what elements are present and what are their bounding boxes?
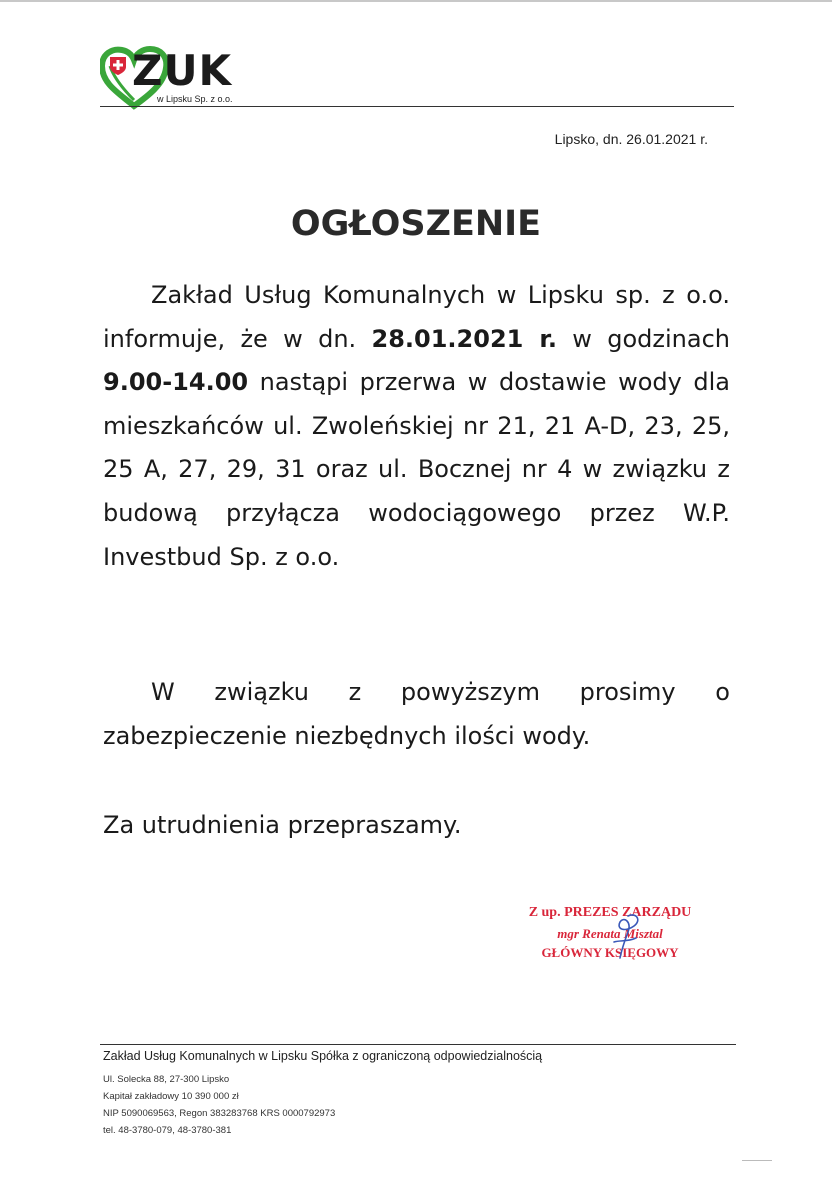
footer-registration-ids: NIP 5090069563, Regon 383283768 KRS 0000792973 bbox=[103, 1108, 336, 1119]
header-divider bbox=[100, 106, 734, 107]
request-paragraph: W związku z powyższym prosimy o zabezpieczenie niezbędnych ilości wody. bbox=[103, 678, 730, 750]
outage-date: 28.01.2021 r. bbox=[371, 324, 557, 353]
footer-company-name: Zakład Usług Komunalnych w Lipsku Spółka z ograniczoną odpowiedzialnością bbox=[103, 1049, 543, 1063]
scan-mark bbox=[742, 1160, 772, 1161]
paragraph-text: w godzinach bbox=[556, 324, 730, 353]
announcement-paragraph bbox=[103, 274, 730, 579]
stamp-line-1: Z up. PREZES ZARZĄDU bbox=[528, 905, 692, 920]
document-title: OGŁOSZENIE bbox=[290, 204, 542, 244]
stamp-line-3: GŁÓWNY KSIĘGOWY bbox=[541, 945, 679, 960]
paragraph-text: nastąpi przerwa w dostawie wody dla mieszkańców ul. Zwoleńskiej nr 21, 21 A-D, 23, 25, 25 A, 27, 29, 31 oraz ul. Bocznej nr 4 w związku z budową przyłącza wodociągowego przez W.P. Investbud Sp. z o.o. bbox=[103, 368, 730, 571]
document-date: Lipsko, dn. 26.01.2021 r. bbox=[554, 131, 708, 147]
company-logo bbox=[100, 44, 260, 110]
cross-badge-icon bbox=[109, 56, 127, 76]
footer-address: Ul. Solecka 88, 27-300 Lipsko bbox=[103, 1074, 230, 1085]
stamp-line-2: mgr Renata Misztal bbox=[557, 926, 663, 941]
handwritten-signature bbox=[606, 912, 646, 964]
outage-hours: 9.00-14.00 bbox=[103, 368, 249, 397]
footer-divider bbox=[100, 1044, 736, 1045]
footer-details bbox=[103, 1071, 335, 1139]
paragraph-text: Zakład Usług Komunalnych w Lipsku sp. z o.o. informuje, że w dn. bbox=[103, 281, 730, 353]
footer-phone: tel. 48-3780-079, 48-3780-381 bbox=[103, 1125, 232, 1136]
page-top-edge bbox=[0, 0, 832, 2]
footer-capital: Kapitał zakładowy 10 390 000 zł bbox=[103, 1091, 239, 1102]
apology-paragraph: Za utrudnienia przepraszamy. bbox=[103, 811, 462, 839]
logo-subtitle: w Lipsku Sp. z o.o. bbox=[157, 94, 233, 104]
logo-wordmark: ZUK bbox=[132, 46, 233, 95]
